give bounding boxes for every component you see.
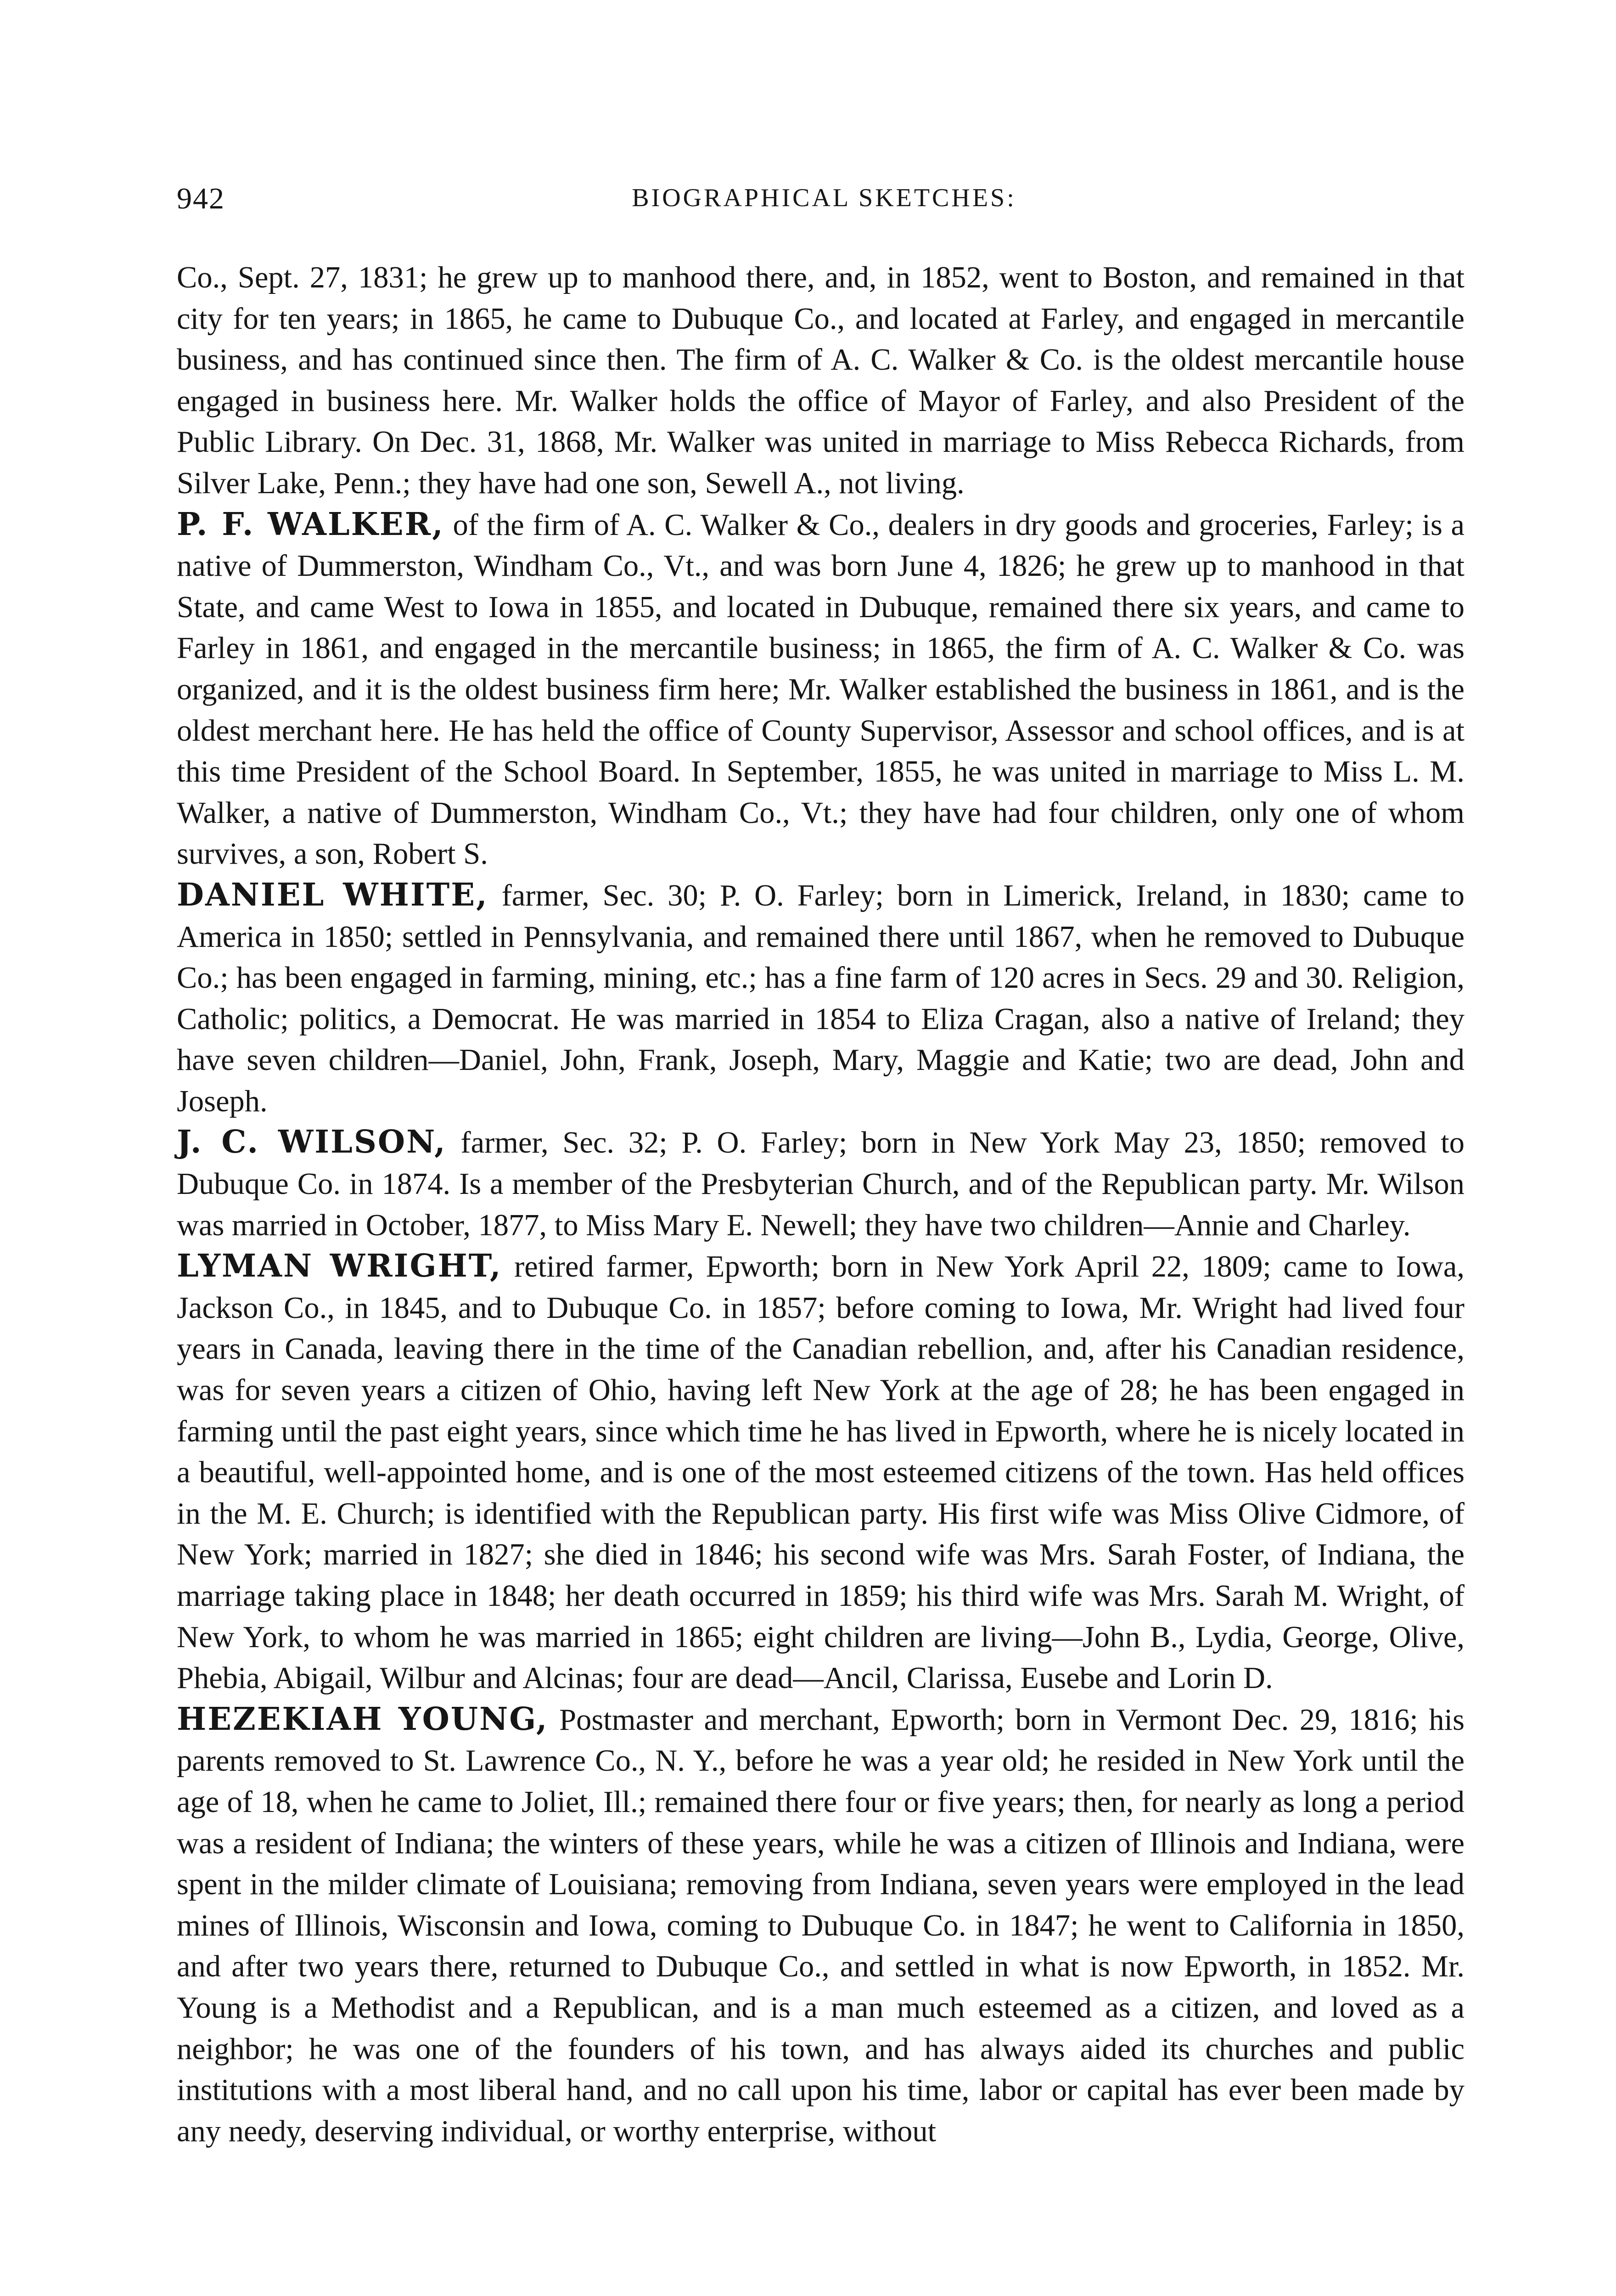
entry-text: Postmaster and merchant, Epworth; born in Vermont Dec. 29, 1816; his parents removed to St. Lawrence Co., N. Y., before he was a year old; he resided in New York until the age of 18, when he came to Joliet, Ill.; remained there four or five years; then, for nearly as long a period was a resident of Indiana; the winters of these years, while he was a citizen of Illinois and Indiana, were spent in the milder climate of Louisiana; removing from Indiana, seven years were employed in the lead mines of Illinois, Wisconsin and Iowa, coming to Dubuque Co. in 1847; he went to California in 1850, and after two years there, returned to Dubuque Co., and settled in what is now Epworth, in 1852. Mr. Young is a Methodist and a Republican, and is a man much esteemed as a citizen, and loved as a neighbor; he was one of the founders of his town, and has always aided its churches and public institutions with a most liberal hand, and no call upon his time, labor or capital has ever been made by any needy, deserving individual, or worthy enterprise, without <box>177 1703 1464 2148</box>
entry-name: DANIEL WHITE, <box>177 876 488 913</box>
entry-text: farmer, Sec. 32; P. O. Farley; born in New York May 23, 1850; removed to Dubuque Co. in 1874. Is a member of the Presbyterian Church, and of the Republican party. Mr. Wilson was married in October, 1877, to Miss Mary E. Newell; they have two children—Annie and Charley. <box>177 1126 1464 1242</box>
entry-name: LYMAN WRIGHT, <box>177 1248 502 1285</box>
entry-white <box>177 875 1464 1122</box>
entry-wilson <box>177 1122 1464 1246</box>
running-head <box>177 181 1471 223</box>
running-title: BIOGRAPHICAL SKETCHES: <box>632 184 1016 212</box>
entry-name: HEZEKIAH YOUNG, <box>177 1700 549 1738</box>
page-number: 942 <box>177 182 225 215</box>
entry-wright <box>177 1246 1464 1699</box>
entry-name: J. C. WILSON, <box>177 1124 447 1161</box>
entry-name: P. F. WALKER, <box>177 506 444 543</box>
entry-text: retired farmer, Epworth; born in New York April 22, 1809; came to Iowa, Jackson Co., in 1845, and to Dubuque Co. in 1857; before coming to Iowa, Mr. Wright had lived four years in Canada, leaving there in the time of the Canadian rebellion, and, after his Canadian residence, was for seven years a citizen of Ohio, having left New York at the age of 28; he has been engaged in farming until the past eight years, since which time he has lived in Epworth, where he is nicely located in a beautiful, well-appointed home, and is one of the most esteemed citizens of the town. Has held offices in the M. E. Church; is identified with the Republican party. His first wife was Miss Olive Cidmore, of New York; married in 1827; she died in 1846; his second wife was Mrs. Sarah Foster, of Indiana, the marriage taking place in 1848; her death occurred in 1859; his third wife was Mrs. Sarah M. Wright, of New York, to whom he was married in 1865; eight children are living—John B., Lydia, George, Olive, Phebia, Abigail, Wilbur and Alcinas; four are dead—Ancil, Clarissa, Eusebe and Lorin D. <box>177 1250 1464 1695</box>
entry-text: farmer, Sec. 30; P. O. Farley; born in Limerick, Ireland, in 1830; came to America in 1850; settled in Pennsylvania, and remained there until 1867, when he removed to Dubuque Co.; has been engaged in farming, mining, etc.; has a fine farm of 120 acres in Secs. 29 and 30. Religion, Catholic; politics, a Democrat. He was married in 1854 to Eliza Cragan, also a native of Ireland; they have seven children—Daniel, John, Frank, Joseph, Mary, Maggie and Katie; two are dead, John and Joseph. <box>177 878 1464 1118</box>
entry-walker <box>177 504 1464 875</box>
entry-text: of the firm of A. C. Walker & Co., dealers in dry goods and groceries, Farley; is a native of Dummerston, Windham Co., Vt., and was born June 4, 1826; he grew up to manhood in that State, and came West to Iowa in 1855, and located in Dubuque, remained there six years, and came to Farley in 1861, and engaged in the mercantile business; in 1865, the firm of A. C. Walker & Co. was organized, and it is the oldest business firm here; Mr. Walker established the business in 1861, and is the oldest merchant here. He has held the office of County Supervisor, Assessor and school offices, and is at this time President of the School Board. In September, 1855, he was united in marriage to Miss L. M. Walker, a native of Dummerston, Windham Co., Vt.; they have had four children, only one of whom survives, a son, Robert S. <box>177 508 1465 871</box>
continuation-paragraph: Co., Sept. 27, 1831; he grew up to manhood there, and, in 1852, went to Boston, and remained in that city for ten years; in 1865, he came to Dubuque Co., and located at Farley, and engaged in mercantile business, and has continued since then. The firm of A. C. Walker & Co. is the oldest mercantile house engaged in business here. Mr. Walker holds the office of Mayor of Farley, and also President of the Public Library. On Dec. 31, 1868, Mr. Walker was united in marriage to Miss Rebecca Richards, from Silver Lake, Penn.; they have had one son, Sewell A., not living. <box>177 261 1464 500</box>
body-text <box>177 257 1464 2152</box>
entry-young <box>177 1699 1464 2152</box>
